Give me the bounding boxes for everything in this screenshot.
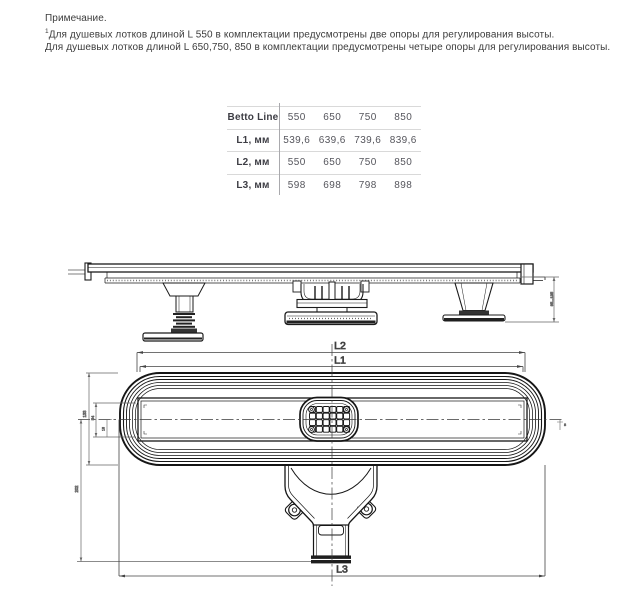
top-view-drawing — [50, 336, 590, 594]
cell-value: 839,6 — [389, 134, 417, 146]
note-line-2: Для душевых лотков длиной L 650,750, 850 в комплектации предусмотрены четыре опоры для регулирования высоты. — [45, 42, 611, 53]
size-column-header: 650 — [323, 112, 342, 124]
table-header-row — [227, 106, 421, 129]
note-line-1-text: Для душевых лотков длиной L 550 в комплектации предусмотрены две опоры для регулирования высоты. — [48, 29, 555, 41]
height-range-label: 95...135 — [549, 291, 554, 307]
edge-dimension — [102, 420, 113, 438]
cell-value: 798 — [358, 179, 377, 191]
slot-width-label: 54 — [90, 415, 95, 421]
channel-body — [68, 263, 545, 284]
adjustable-foot-right — [443, 283, 505, 321]
offset-label: 8 — [564, 423, 567, 427]
table-row-l1 — [227, 129, 421, 152]
table-row-l2 — [227, 151, 421, 174]
threaded-rod — [173, 313, 195, 328]
cell-value: 850 — [394, 157, 413, 169]
drain-funnel — [285, 465, 377, 527]
dimension-l1 — [140, 355, 523, 373]
outlet-pipe — [311, 525, 351, 563]
footnote-marker: 1 — [45, 28, 49, 35]
cell-value: 598 — [287, 179, 306, 191]
body-width-dimension — [82, 373, 118, 465]
cell-value: 539,6 — [283, 134, 311, 146]
depth-label: 202 — [74, 485, 79, 493]
cell-value: 639,6 — [318, 134, 346, 146]
size-column-header: 750 — [358, 112, 377, 124]
cell-value: 650 — [323, 157, 342, 169]
l1-label: L1 — [334, 354, 346, 367]
cell-value: 739,6 — [354, 134, 382, 146]
row-label: L2, мм — [236, 157, 270, 169]
note-title: Примечание. — [45, 13, 107, 24]
table-corner-label: Betto Line — [227, 112, 279, 124]
cell-value: 698 — [323, 179, 342, 191]
right-flange — [533, 277, 545, 281]
row-label: L3, мм — [236, 179, 270, 191]
dimension-l2 — [137, 340, 525, 372]
cell-value: 750 — [358, 157, 377, 169]
adjustable-foot-left — [143, 283, 205, 341]
row-label: L1, мм — [236, 134, 270, 146]
cell-value: 550 — [287, 157, 306, 169]
l2-label: L2 — [334, 340, 346, 352]
spec-table — [227, 106, 421, 196]
l3-label: L3 — [336, 563, 348, 576]
cell-value: 898 — [394, 179, 413, 191]
side-view-drawing — [50, 236, 570, 348]
body-width-label: 133 — [82, 410, 87, 418]
table-divider — [279, 103, 280, 195]
size-column-header: 550 — [287, 112, 306, 124]
note-line-1 — [45, 28, 554, 40]
size-column-header: 850 — [394, 112, 413, 124]
table-row-l3 — [227, 174, 421, 197]
edge-label: 18 — [101, 427, 106, 431]
drain-trap — [285, 281, 377, 325]
offset-dimension — [557, 420, 566, 431]
